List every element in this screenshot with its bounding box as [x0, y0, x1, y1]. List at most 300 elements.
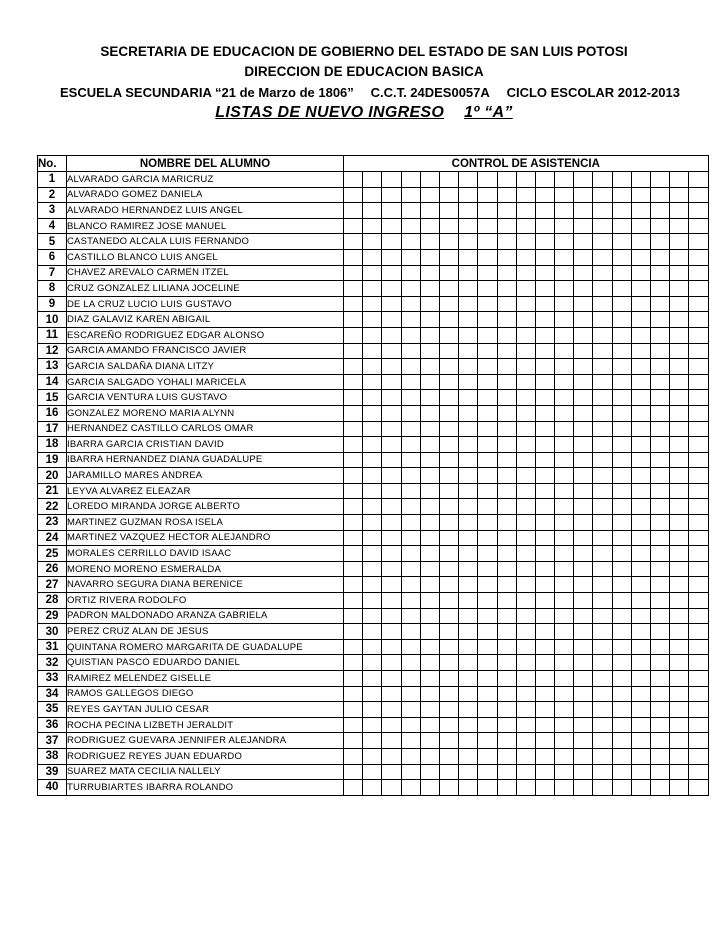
attendance-cell [593, 172, 612, 188]
attendance-cell [555, 561, 574, 577]
table-row [38, 343, 709, 359]
attendance-cell [439, 655, 458, 671]
attendance-cell [670, 639, 689, 655]
attendance-cell [439, 546, 458, 562]
attendance-cell [401, 281, 420, 297]
attendance-cell [631, 359, 650, 375]
attendance-cell [631, 390, 650, 406]
attendance-cell [651, 327, 670, 343]
attendance-cell [344, 343, 363, 359]
attendance-cell [574, 390, 593, 406]
attendance-cell [420, 655, 439, 671]
attendance-cell [459, 593, 478, 609]
attendance-cell [420, 421, 439, 437]
attendance-cell [344, 265, 363, 281]
attendance-cell [574, 546, 593, 562]
attendance-cell [631, 639, 650, 655]
attendance-cell [574, 577, 593, 593]
attendance-cell [670, 437, 689, 453]
attendance-cell [344, 218, 363, 234]
attendance-cell [363, 702, 382, 718]
attendance-cell [574, 265, 593, 281]
student-number: 28 [38, 593, 67, 609]
attendance-cell [593, 577, 612, 593]
attendance-cell [631, 312, 650, 328]
attendance-cell [593, 499, 612, 515]
attendance-cell [651, 296, 670, 312]
attendance-cell [459, 748, 478, 764]
student-number: 29 [38, 608, 67, 624]
attendance-cell [497, 561, 516, 577]
attendance-cell [689, 686, 708, 702]
attendance-cell [689, 624, 708, 640]
attendance-cell [670, 499, 689, 515]
attendance-cell [651, 421, 670, 437]
attendance-cell [689, 437, 708, 453]
attendance-cell [593, 561, 612, 577]
attendance-cell [420, 639, 439, 655]
table-row [38, 187, 709, 203]
attendance-cell [401, 359, 420, 375]
attendance-cell [612, 655, 631, 671]
attendance-cell [363, 639, 382, 655]
attendance-cell [535, 327, 554, 343]
attendance-cell [497, 764, 516, 780]
attendance-cell [401, 561, 420, 577]
attendance-cell [651, 671, 670, 687]
attendance-cell [651, 265, 670, 281]
attendance-cell [344, 281, 363, 297]
student-name: CRUZ GONZALEZ LILIANA JOCELINE [67, 281, 344, 297]
attendance-cell [689, 390, 708, 406]
attendance-cell [401, 686, 420, 702]
student-number: 3 [38, 203, 67, 219]
attendance-cell [497, 608, 516, 624]
attendance-cell [420, 187, 439, 203]
attendance-cell [689, 593, 708, 609]
attendance-cell [478, 421, 497, 437]
attendance-cell [363, 249, 382, 265]
student-number: 38 [38, 748, 67, 764]
attendance-cell [535, 390, 554, 406]
attendance-cell [459, 608, 478, 624]
attendance-cell [535, 671, 554, 687]
student-number: 15 [38, 390, 67, 406]
attendance-cell [670, 390, 689, 406]
attendance-cell [382, 515, 401, 531]
attendance-cell [555, 296, 574, 312]
attendance-cell [382, 234, 401, 250]
attendance-cell [478, 686, 497, 702]
attendance-cell [420, 546, 439, 562]
attendance-cell [459, 374, 478, 390]
table-row [38, 265, 709, 281]
attendance-cell [670, 655, 689, 671]
attendance-cell [382, 764, 401, 780]
attendance-cell [555, 281, 574, 297]
attendance-cell [459, 359, 478, 375]
attendance-cell [363, 686, 382, 702]
attendance-cell [670, 686, 689, 702]
col-header-no: No. [38, 156, 67, 172]
attendance-cell [459, 296, 478, 312]
attendance-cell [535, 515, 554, 531]
attendance-cell [497, 343, 516, 359]
attendance-cell [459, 468, 478, 484]
attendance-cell [516, 764, 535, 780]
attendance-cell [363, 218, 382, 234]
attendance-cell [382, 437, 401, 453]
attendance-cell [420, 359, 439, 375]
attendance-cell [631, 764, 650, 780]
attendance-cell [593, 218, 612, 234]
attendance-cell [382, 717, 401, 733]
table-row [38, 359, 709, 375]
attendance-cell [420, 218, 439, 234]
attendance-cell [497, 452, 516, 468]
attendance-cell [631, 265, 650, 281]
attendance-cell [497, 780, 516, 796]
attendance-cell [612, 296, 631, 312]
attendance-cell [344, 593, 363, 609]
attendance-cell [459, 421, 478, 437]
attendance-cell [363, 608, 382, 624]
attendance-cell [689, 359, 708, 375]
attendance-cell [689, 421, 708, 437]
student-name: QUINTANA ROMERO MARGARITA DE GUADALUPE [67, 639, 344, 655]
attendance-cell [535, 748, 554, 764]
attendance-cell [439, 608, 458, 624]
attendance-cell [497, 390, 516, 406]
table-row [38, 312, 709, 328]
attendance-cell [344, 546, 363, 562]
attendance-cell [420, 343, 439, 359]
attendance-cell [382, 748, 401, 764]
attendance-cell [363, 359, 382, 375]
attendance-cell [593, 671, 612, 687]
attendance-cell [631, 655, 650, 671]
attendance-cell [439, 499, 458, 515]
attendance-cell [651, 187, 670, 203]
attendance-cell [689, 483, 708, 499]
attendance-cell [535, 312, 554, 328]
attendance-cell [651, 249, 670, 265]
attendance-cell [689, 296, 708, 312]
attendance-cell [516, 296, 535, 312]
attendance-cell [420, 702, 439, 718]
attendance-cell [612, 187, 631, 203]
table-row [38, 437, 709, 453]
attendance-cell [651, 515, 670, 531]
attendance-cell [574, 530, 593, 546]
attendance-cell [651, 733, 670, 749]
attendance-cell [651, 281, 670, 297]
attendance-cell [631, 702, 650, 718]
attendance-cell [555, 359, 574, 375]
attendance-cell [593, 281, 612, 297]
attendance-cell [516, 624, 535, 640]
attendance-cell [420, 312, 439, 328]
attendance-cell [344, 312, 363, 328]
attendance-cell [439, 437, 458, 453]
attendance-cell [651, 655, 670, 671]
attendance-cell [420, 561, 439, 577]
attendance-cell [535, 249, 554, 265]
attendance-cell [612, 218, 631, 234]
table-row [38, 499, 709, 515]
attendance-cell [574, 483, 593, 499]
attendance-cell [439, 780, 458, 796]
attendance-cell [555, 671, 574, 687]
attendance-cell [593, 624, 612, 640]
attendance-cell [689, 780, 708, 796]
student-name: HERNANDEZ CASTILLO CARLOS OMAR [67, 421, 344, 437]
attendance-cell [382, 561, 401, 577]
attendance-cell [574, 343, 593, 359]
attendance-cell [420, 265, 439, 281]
attendance-cell [631, 327, 650, 343]
student-number: 35 [38, 702, 67, 718]
attendance-cell [401, 530, 420, 546]
attendance-cell [344, 686, 363, 702]
attendance-cell [555, 483, 574, 499]
student-name: ALVARADO HERNANDEZ LUIS ANGEL [67, 203, 344, 219]
attendance-cell [651, 686, 670, 702]
attendance-cell [478, 577, 497, 593]
attendance-cell [420, 717, 439, 733]
attendance-cell [382, 499, 401, 515]
attendance-cell [401, 374, 420, 390]
attendance-cell [631, 717, 650, 733]
attendance-cell [459, 452, 478, 468]
attendance-cell [689, 452, 708, 468]
attendance-cell [497, 577, 516, 593]
attendance-cell [344, 359, 363, 375]
attendance-cell [555, 733, 574, 749]
attendance-cell [497, 655, 516, 671]
attendance-cell [420, 577, 439, 593]
student-name: RODRIGUEZ REYES JUAN EDUARDO [67, 748, 344, 764]
attendance-cell [363, 671, 382, 687]
attendance-cell [439, 624, 458, 640]
attendance-cell [612, 608, 631, 624]
attendance-cell [612, 702, 631, 718]
student-number: 12 [38, 343, 67, 359]
attendance-cell [593, 468, 612, 484]
attendance-table [37, 155, 709, 796]
attendance-cell [593, 546, 612, 562]
attendance-cell [478, 764, 497, 780]
table-row [38, 561, 709, 577]
attendance-cell [535, 172, 554, 188]
attendance-cell [344, 172, 363, 188]
attendance-cell [363, 546, 382, 562]
attendance-cell [612, 203, 631, 219]
attendance-cell [497, 359, 516, 375]
student-name: JARAMILLO MARES ANDREA [67, 468, 344, 484]
attendance-cell [363, 593, 382, 609]
attendance-cell [574, 374, 593, 390]
student-number: 24 [38, 530, 67, 546]
student-name: NAVARRO SEGURA DIANA BERENICE [67, 577, 344, 593]
attendance-cell [631, 468, 650, 484]
attendance-cell [535, 281, 554, 297]
attendance-cell [651, 218, 670, 234]
attendance-cell [612, 312, 631, 328]
col-header-attendance: CONTROL DE ASISTENCIA [344, 156, 709, 172]
student-number: 8 [38, 281, 67, 297]
attendance-cell [516, 780, 535, 796]
attendance-cell [478, 374, 497, 390]
attendance-cell [535, 764, 554, 780]
attendance-cell [651, 374, 670, 390]
attendance-cell [401, 608, 420, 624]
attendance-cell [516, 499, 535, 515]
attendance-cell [689, 468, 708, 484]
attendance-cell [574, 312, 593, 328]
attendance-cell [612, 265, 631, 281]
table-row [38, 421, 709, 437]
attendance-cell [670, 546, 689, 562]
attendance-cell [363, 390, 382, 406]
attendance-cell [401, 234, 420, 250]
attendance-cell [439, 530, 458, 546]
attendance-cell [612, 577, 631, 593]
attendance-cell [593, 405, 612, 421]
attendance-cell [574, 686, 593, 702]
attendance-cell [478, 530, 497, 546]
attendance-cell [555, 374, 574, 390]
attendance-cell [612, 671, 631, 687]
table-row [38, 780, 709, 796]
attendance-cell [631, 499, 650, 515]
attendance-cell [574, 593, 593, 609]
attendance-cell [420, 249, 439, 265]
attendance-cell [420, 686, 439, 702]
attendance-cell [535, 405, 554, 421]
attendance-cell [535, 499, 554, 515]
attendance-cell [420, 437, 439, 453]
attendance-cell [439, 187, 458, 203]
table-row [38, 624, 709, 640]
attendance-cell [344, 374, 363, 390]
attendance-cell [651, 483, 670, 499]
attendance-cell [574, 639, 593, 655]
attendance-cell [459, 577, 478, 593]
attendance-cell [459, 203, 478, 219]
attendance-cell [612, 733, 631, 749]
attendance-cell [439, 733, 458, 749]
student-name: DIAZ GALAVIZ KAREN ABIGAIL [67, 312, 344, 328]
attendance-cell [439, 764, 458, 780]
attendance-cell [593, 234, 612, 250]
table-row [38, 764, 709, 780]
attendance-cell [535, 359, 554, 375]
attendance-cell [420, 172, 439, 188]
attendance-cell [593, 327, 612, 343]
attendance-cell [516, 748, 535, 764]
attendance-cell [593, 343, 612, 359]
attendance-cell [478, 515, 497, 531]
attendance-cell [631, 577, 650, 593]
attendance-cell [401, 483, 420, 499]
attendance-cell [670, 452, 689, 468]
attendance-cell [612, 390, 631, 406]
attendance-cell [439, 249, 458, 265]
table-row [38, 686, 709, 702]
attendance-cell [401, 421, 420, 437]
attendance-cell [555, 717, 574, 733]
attendance-cell [344, 421, 363, 437]
table-row [38, 390, 709, 406]
attendance-cell [670, 608, 689, 624]
attendance-cell [516, 561, 535, 577]
attendance-cell [459, 624, 478, 640]
attendance-cell [401, 218, 420, 234]
attendance-cell [535, 437, 554, 453]
attendance-cell [612, 748, 631, 764]
attendance-cell [535, 608, 554, 624]
attendance-cell [612, 421, 631, 437]
attendance-cell [516, 172, 535, 188]
attendance-cell [478, 780, 497, 796]
attendance-cell [651, 499, 670, 515]
attendance-cell [593, 359, 612, 375]
attendance-cell [478, 452, 497, 468]
attendance-cell [574, 748, 593, 764]
attendance-cell [689, 515, 708, 531]
attendance-cell [516, 359, 535, 375]
attendance-cell [382, 281, 401, 297]
attendance-cell [478, 312, 497, 328]
student-number: 5 [38, 234, 67, 250]
header-secretaria: SECRETARIA DE EDUCACION DE GOBIERNO DEL ESTADO DE SAN LUIS POTOSI [100, 44, 628, 59]
attendance-cell [439, 390, 458, 406]
attendance-cell [555, 343, 574, 359]
table-row [38, 717, 709, 733]
student-number: 18 [38, 437, 67, 453]
attendance-cell [401, 172, 420, 188]
attendance-cell [497, 593, 516, 609]
attendance-cell [382, 312, 401, 328]
list-title-text: LISTAS DE NUEVO INGRESO [215, 104, 445, 121]
attendance-cell [439, 639, 458, 655]
student-number: 16 [38, 405, 67, 421]
attendance-cell [382, 733, 401, 749]
attendance-cell [497, 218, 516, 234]
attendance-cell [670, 764, 689, 780]
attendance-cell [555, 265, 574, 281]
student-name: CHAVEZ AREVALO CARMEN ITZEL [67, 265, 344, 281]
attendance-cell [478, 624, 497, 640]
attendance-cell [574, 437, 593, 453]
student-name: LOREDO MIRANDA JORGE ALBERTO [67, 499, 344, 515]
attendance-cell [689, 218, 708, 234]
attendance-cell [363, 530, 382, 546]
table-row [38, 452, 709, 468]
attendance-cell [420, 748, 439, 764]
student-name: IBARRA GARCIA CRISTIAN DAVID [67, 437, 344, 453]
attendance-cell [363, 499, 382, 515]
attendance-cell [535, 577, 554, 593]
attendance-cell [535, 593, 554, 609]
attendance-cell [363, 187, 382, 203]
attendance-cell [689, 764, 708, 780]
attendance-cell [574, 234, 593, 250]
student-number: 1 [38, 172, 67, 188]
attendance-cell [535, 733, 554, 749]
attendance-cell [631, 249, 650, 265]
